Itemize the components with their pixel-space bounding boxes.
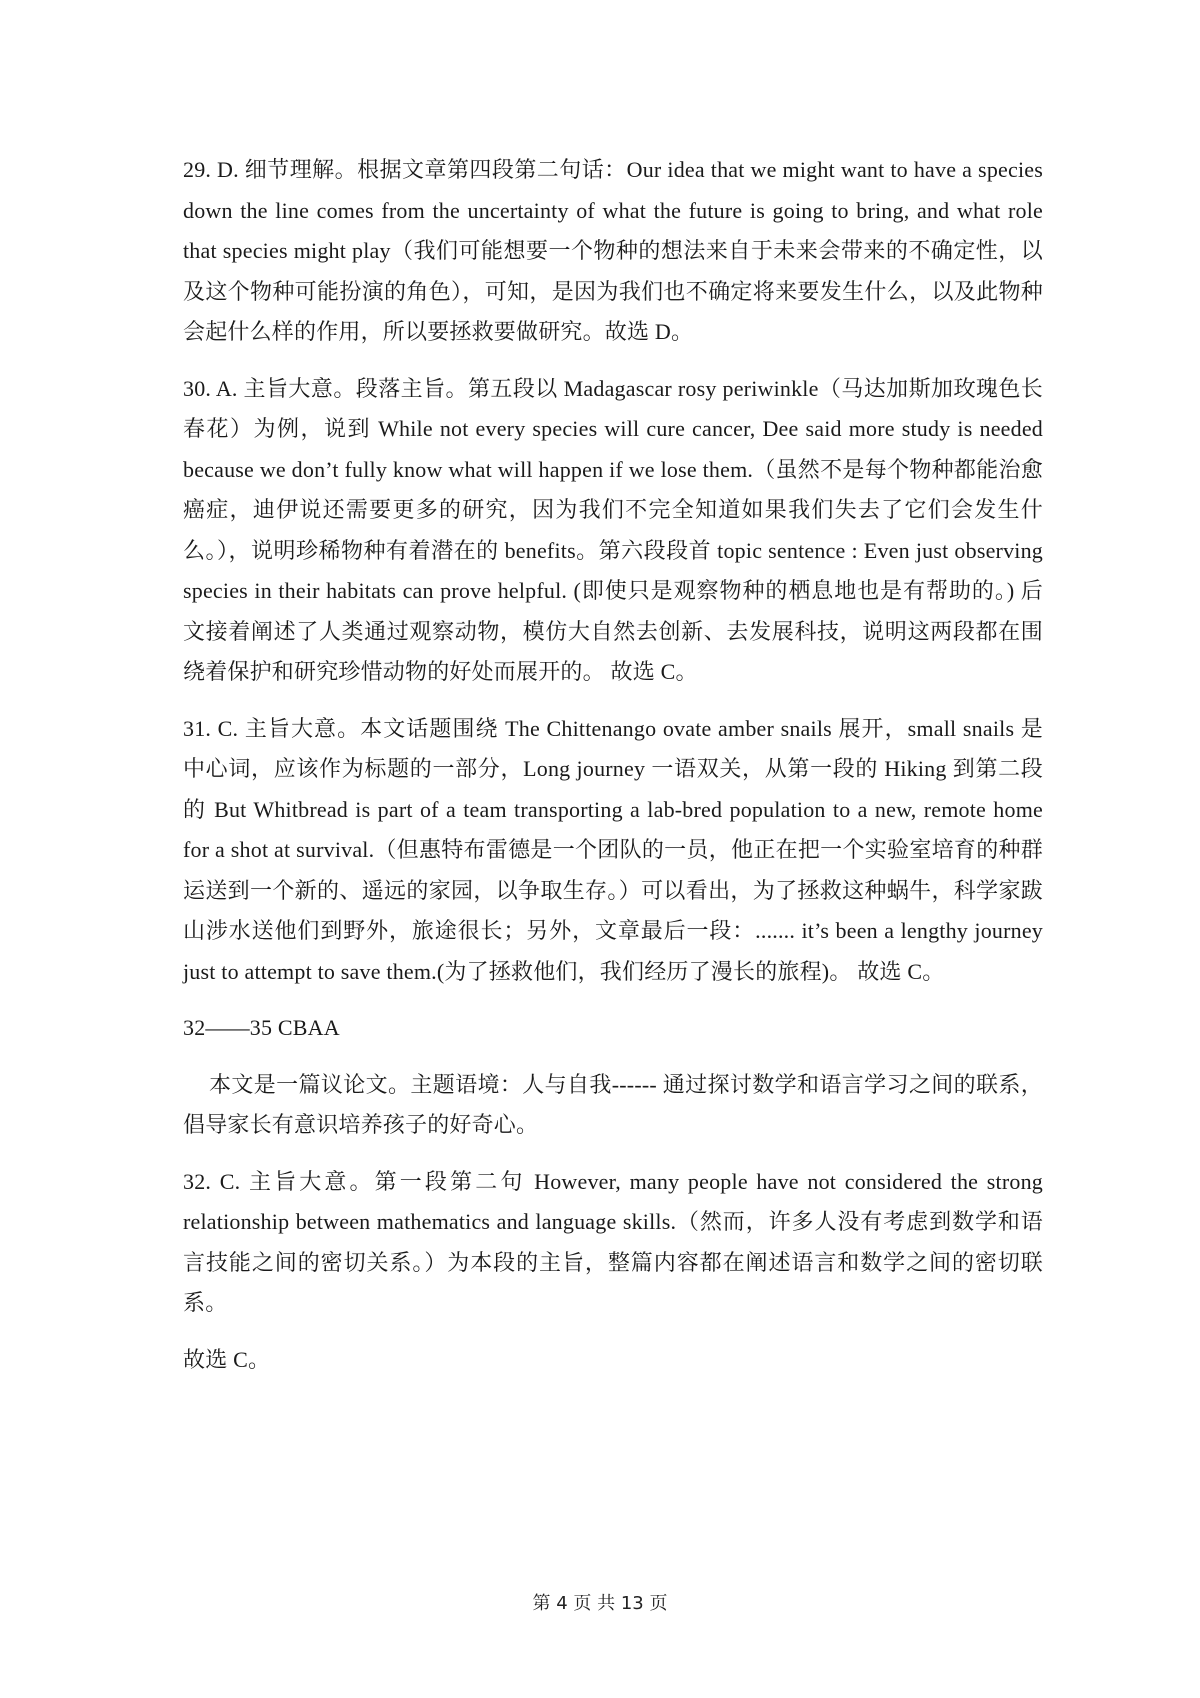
- answer-30-paragraph: [183, 369, 1043, 693]
- answer-30-text: 30. A. 主旨大意。段落主旨。第五段以 Madagascar rosy periwinkle（马达加斯加玫瑰色长春花）为例，说到 While not every species will cure cancer, Dee said more study is needed because we don’t fully know what will happen if we lose them.（虽然不是每个物种都能治愈癌症，迪伊说还需要更多的研究，因为我们不完全知道如果我们失去了它们会发生什么。），说明珍稀物种有着潜在的 benefits。第六段段首 topic sentence : Even just observing species in their habitats can prove helpful. (即使只是观察物种的栖息地也是有帮助的。) 后文接着阐述了人类通过观察动物，模仿大自然去创新、去发展科技，说明这两段都在围绕着保护和研究珍惜动物的好处而展开的。 故选 C。: [183, 375, 1043, 684]
- answer-key-text: 32——35 CBAA: [183, 1015, 340, 1040]
- answer-key-32-35: [183, 1008, 1043, 1049]
- answer-29-paragraph: [183, 150, 1043, 353]
- answer-32-text: 32. C. 主旨大意。第一段第二句 However, many people have not considered the strong relationship between mathematics and language skills.（然而，许多人没有考虑到数学和语言技能之间的密切关系。）为本段的主旨，整篇内容都在阐述语言和数学之间的密切联系。: [183, 1168, 1043, 1315]
- document-body: [183, 150, 1043, 1396]
- page-footer: [0, 1589, 1200, 1615]
- passage-intro-text: 本文是一篇议论文。主题语境：人与自我------ 通过探讨数学和语言学习之间的联系，倡导家长有意识培养孩子的好奇心。: [183, 1071, 1043, 1137]
- answer-29-text: 29. D. 细节理解。根据文章第四段第二句话：Our idea that we might want to have a species down the line comes from the uncertainty of what the future is going to bring, and what role that species might play（我们可能想要一个物种的想法来自于未来会带来的不确定性，以及这个物种可能扮演的角色），可知，是因为我们也不确定将来要发生什么，以及此物种会起什么样的作用，所以要拯救要做研究。故选 D。: [183, 157, 1043, 344]
- page-number-label: 第 4 页 共 13 页: [532, 1593, 668, 1614]
- answer-31-paragraph: [183, 709, 1043, 993]
- passage-intro-paragraph: [183, 1065, 1043, 1146]
- answer-32-conclusion-text: 故选 C。: [183, 1346, 271, 1372]
- answer-32-conclusion: [183, 1340, 1043, 1381]
- answer-31-text: 31. C. 主旨大意。本文话题围绕 The Chittenango ovate amber snails 展开，small snails 是中心词，应该作为标题的一部分，Long journey 一语双关，从第一段的 Hiking 到第二段的 But Whitbread is part of a team transporting a lab-bred population to a new, remote home for a shot at survival.（但惠特布雷德是一个团队的一员，他正在把一个实验室培育的种群运送到一个新的、遥远的家园，以争取生存。）可以看出，为了拯救这种蜗牛，科学家跋山涉水送他们到野外，旅途很长；另外，文章最后一段：....... it’s been a lengthy journey just to attempt to save them.(为了拯救他们，我们经历了漫长的旅程)。 故选 C。: [183, 715, 1043, 984]
- answer-32-paragraph: [183, 1162, 1043, 1324]
